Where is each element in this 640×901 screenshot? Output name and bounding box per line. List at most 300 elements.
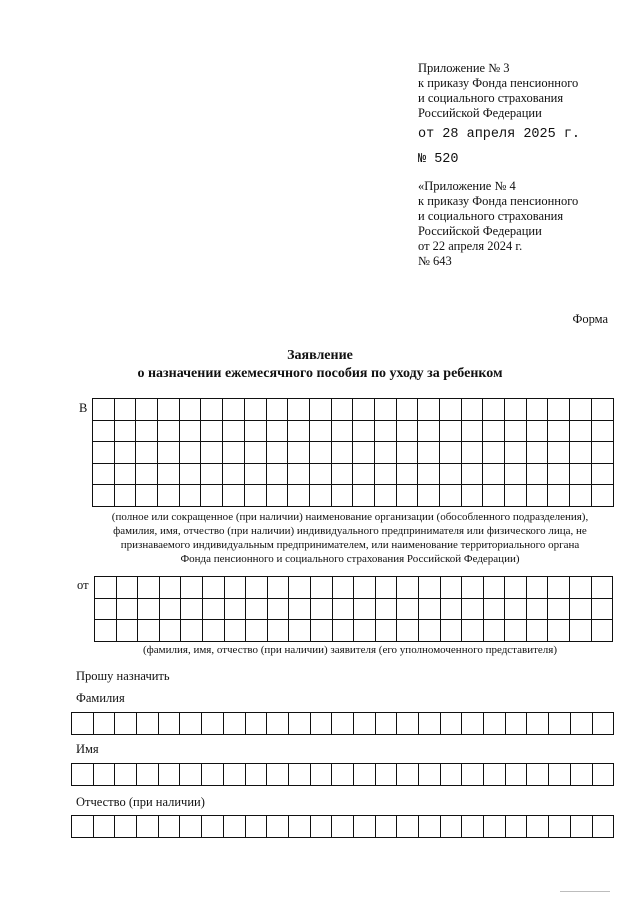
input-cell[interactable] <box>505 485 527 507</box>
input-cell[interactable] <box>376 764 398 786</box>
input-cell[interactable] <box>267 399 289 421</box>
input-cell[interactable] <box>505 599 527 621</box>
input-cell[interactable] <box>505 620 527 642</box>
applicant-grid[interactable] <box>94 576 613 642</box>
input-cell[interactable] <box>333 620 355 642</box>
input-cell[interactable] <box>289 599 311 621</box>
input-cell[interactable] <box>289 620 311 642</box>
input-cell[interactable] <box>137 764 159 786</box>
input-cell[interactable] <box>289 713 311 735</box>
recipient-caption <box>80 510 620 566</box>
input-cell[interactable] <box>288 464 310 486</box>
input-cell[interactable] <box>354 620 376 642</box>
input-cell[interactable] <box>397 620 419 642</box>
input-cell[interactable] <box>201 464 223 486</box>
input-cell[interactable] <box>117 577 139 599</box>
input-cell[interactable] <box>225 577 247 599</box>
input-cell[interactable] <box>224 713 246 735</box>
input-cell[interactable] <box>267 442 289 464</box>
input-cell[interactable] <box>462 577 484 599</box>
input-cell[interactable] <box>397 442 419 464</box>
input-cell[interactable] <box>267 713 289 735</box>
input-cell[interactable] <box>483 399 505 421</box>
input-cell[interactable] <box>419 764 441 786</box>
input-cell[interactable] <box>181 577 203 599</box>
input-cell[interactable] <box>484 764 506 786</box>
input-cell[interactable] <box>440 421 462 443</box>
input-cell[interactable] <box>95 599 117 621</box>
appendix-4-line-2: к приказу Фонда пенсионного <box>418 194 579 208</box>
input-cell[interactable] <box>93 485 115 507</box>
input-cell[interactable] <box>592 442 614 464</box>
input-cell[interactable] <box>158 421 180 443</box>
input-cell[interactable] <box>246 816 268 838</box>
appendix-4-line-5: от 22 апреля 2024 г. <box>418 239 523 253</box>
input-cell[interactable] <box>288 442 310 464</box>
input-cell[interactable] <box>136 421 158 443</box>
input-cell[interactable] <box>115 421 137 443</box>
input-cell[interactable] <box>159 764 181 786</box>
input-cell[interactable] <box>332 421 354 443</box>
input-cell[interactable] <box>375 485 397 507</box>
input-cell[interactable] <box>441 713 463 735</box>
input-cell[interactable] <box>136 442 158 464</box>
input-cell[interactable] <box>549 764 571 786</box>
patronymic-grid[interactable] <box>71 815 614 838</box>
input-cell[interactable] <box>419 713 441 735</box>
input-cell[interactable] <box>289 816 311 838</box>
input-cell[interactable] <box>136 464 158 486</box>
input-cell[interactable] <box>332 764 354 786</box>
input-cell[interactable] <box>180 485 202 507</box>
input-cell[interactable] <box>180 816 202 838</box>
input-cell[interactable] <box>181 620 203 642</box>
input-cell[interactable] <box>160 620 182 642</box>
input-cell[interactable] <box>527 599 549 621</box>
recipient-caption-line-2: фамилия, имя, отчество (при наличии) индивидуального предпринимателя или физического лица, не <box>113 525 587 537</box>
input-cell[interactable] <box>224 816 246 838</box>
input-cell[interactable] <box>267 485 289 507</box>
input-cell[interactable] <box>180 442 202 464</box>
input-cell[interactable] <box>462 421 484 443</box>
input-cell[interactable] <box>418 442 440 464</box>
input-cell[interactable] <box>94 764 116 786</box>
input-cell[interactable] <box>441 577 463 599</box>
input-cell[interactable] <box>440 485 462 507</box>
input-cell[interactable] <box>570 599 592 621</box>
input-cell[interactable] <box>202 713 224 735</box>
input-cell[interactable] <box>527 421 549 443</box>
input-cell[interactable] <box>527 620 549 642</box>
input-cell[interactable] <box>397 464 419 486</box>
input-cell[interactable] <box>483 485 505 507</box>
input-cell[interactable] <box>527 485 549 507</box>
input-cell[interactable] <box>245 399 267 421</box>
input-cell[interactable] <box>376 599 398 621</box>
input-cell[interactable] <box>160 577 182 599</box>
appendix-3-line-4: Российской Федерации <box>418 106 542 120</box>
input-cell[interactable] <box>93 442 115 464</box>
input-cell[interactable] <box>223 399 245 421</box>
input-cell[interactable] <box>419 816 441 838</box>
input-cell[interactable] <box>117 620 139 642</box>
input-cell[interactable] <box>245 442 267 464</box>
input-cell[interactable] <box>548 464 570 486</box>
input-cell[interactable] <box>484 620 506 642</box>
input-cell[interactable] <box>441 816 463 838</box>
request-text: Прошу назначить <box>76 669 170 683</box>
input-cell[interactable] <box>593 713 615 735</box>
input-cell[interactable] <box>246 620 268 642</box>
input-cell[interactable] <box>549 713 571 735</box>
input-cell[interactable] <box>267 764 289 786</box>
input-cell[interactable] <box>375 464 397 486</box>
input-cell[interactable] <box>419 577 441 599</box>
input-cell[interactable] <box>181 599 203 621</box>
input-cell[interactable] <box>180 713 202 735</box>
input-cell[interactable] <box>397 764 419 786</box>
input-cell[interactable] <box>246 599 268 621</box>
input-cell[interactable] <box>332 485 354 507</box>
input-cell[interactable] <box>484 599 506 621</box>
input-cell[interactable] <box>137 816 159 838</box>
input-cell[interactable] <box>160 599 182 621</box>
input-cell[interactable] <box>310 421 332 443</box>
input-cell[interactable] <box>483 421 505 443</box>
input-cell[interactable] <box>332 442 354 464</box>
input-cell[interactable] <box>72 816 94 838</box>
input-cell[interactable] <box>310 485 332 507</box>
input-cell[interactable] <box>397 485 419 507</box>
input-cell[interactable] <box>267 464 289 486</box>
input-cell[interactable] <box>311 764 333 786</box>
input-cell[interactable] <box>115 816 137 838</box>
input-cell[interactable] <box>94 713 116 735</box>
surname-grid[interactable] <box>71 712 614 735</box>
input-cell[interactable] <box>93 464 115 486</box>
input-cell[interactable] <box>311 713 333 735</box>
input-cell[interactable] <box>462 816 484 838</box>
input-cell[interactable] <box>375 399 397 421</box>
input-cell[interactable] <box>289 764 311 786</box>
input-cell[interactable] <box>418 399 440 421</box>
input-cell[interactable] <box>505 464 527 486</box>
input-cell[interactable] <box>138 577 160 599</box>
input-cell[interactable] <box>527 442 549 464</box>
surname-label: Фамилия <box>76 691 125 705</box>
input-cell[interactable] <box>571 713 593 735</box>
input-cell[interactable] <box>505 421 527 443</box>
input-cell[interactable] <box>570 421 592 443</box>
input-cell[interactable] <box>548 399 570 421</box>
scan-artifact-line <box>560 891 610 892</box>
input-cell[interactable] <box>225 599 247 621</box>
input-cell[interactable] <box>397 421 419 443</box>
input-cell[interactable] <box>201 485 223 507</box>
input-cell[interactable] <box>418 464 440 486</box>
input-cell[interactable] <box>527 764 549 786</box>
input-cell[interactable] <box>268 620 290 642</box>
input-cell[interactable] <box>353 421 375 443</box>
input-cell[interactable] <box>201 442 223 464</box>
input-cell[interactable] <box>570 485 592 507</box>
appendix-3-line-3: и социального страхования <box>418 91 564 105</box>
input-cell[interactable] <box>223 442 245 464</box>
input-cell[interactable] <box>136 485 158 507</box>
input-cell[interactable] <box>223 421 245 443</box>
input-cell[interactable] <box>592 599 614 621</box>
input-cell[interactable] <box>311 577 333 599</box>
input-cell[interactable] <box>462 620 484 642</box>
input-cell[interactable] <box>527 713 549 735</box>
input-cell[interactable] <box>267 816 289 838</box>
input-cell[interactable] <box>203 599 225 621</box>
input-cell[interactable] <box>462 399 484 421</box>
to-label: В <box>79 401 88 415</box>
input-cell[interactable] <box>592 485 614 507</box>
input-cell[interactable] <box>115 442 137 464</box>
order-number-stamp: № 520 <box>418 152 459 167</box>
input-cell[interactable] <box>310 442 332 464</box>
input-cell[interactable] <box>203 577 225 599</box>
input-cell[interactable] <box>505 442 527 464</box>
input-cell[interactable] <box>94 816 116 838</box>
input-cell[interactable] <box>483 464 505 486</box>
input-cell[interactable] <box>375 442 397 464</box>
input-cell[interactable] <box>310 464 332 486</box>
input-cell[interactable] <box>288 399 310 421</box>
input-cell[interactable] <box>418 485 440 507</box>
input-cell[interactable] <box>268 599 290 621</box>
input-cell[interactable] <box>441 764 463 786</box>
input-cell[interactable] <box>72 713 94 735</box>
input-cell[interactable] <box>311 620 333 642</box>
input-cell[interactable] <box>440 464 462 486</box>
input-cell[interactable] <box>505 399 527 421</box>
input-cell[interactable] <box>397 816 419 838</box>
input-cell[interactable] <box>311 599 333 621</box>
patronymic-label: Отчество (при наличии) <box>76 795 205 809</box>
input-cell[interactable] <box>440 442 462 464</box>
input-cell[interactable] <box>246 577 268 599</box>
input-cell[interactable] <box>484 713 506 735</box>
input-cell[interactable] <box>332 816 354 838</box>
input-cell[interactable] <box>333 599 355 621</box>
title-line-1: Заявление <box>287 348 353 363</box>
input-cell[interactable] <box>180 421 202 443</box>
recipient-grid[interactable] <box>92 398 614 507</box>
input-cell[interactable] <box>441 599 463 621</box>
input-cell[interactable] <box>246 713 268 735</box>
input-cell[interactable] <box>506 713 528 735</box>
order-date-stamp: от 28 апреля 2025 г. <box>418 127 581 142</box>
input-cell[interactable] <box>570 620 592 642</box>
input-cell[interactable] <box>115 713 137 735</box>
input-cell[interactable] <box>506 764 528 786</box>
input-cell[interactable] <box>115 485 137 507</box>
input-cell[interactable] <box>462 485 484 507</box>
input-cell[interactable] <box>158 399 180 421</box>
input-cell[interactable] <box>376 713 398 735</box>
input-cell[interactable] <box>548 620 570 642</box>
input-cell[interactable] <box>506 816 528 838</box>
input-cell[interactable] <box>592 577 614 599</box>
input-cell[interactable] <box>548 442 570 464</box>
input-cell[interactable] <box>224 764 246 786</box>
input-cell[interactable] <box>376 577 398 599</box>
input-cell[interactable] <box>592 464 614 486</box>
input-cell[interactable] <box>137 713 159 735</box>
input-cell[interactable] <box>376 620 398 642</box>
input-cell[interactable] <box>570 577 592 599</box>
input-cell[interactable] <box>353 464 375 486</box>
input-cell[interactable] <box>332 464 354 486</box>
input-cell[interactable] <box>267 421 289 443</box>
input-cell[interactable] <box>115 399 137 421</box>
input-cell[interactable] <box>592 620 614 642</box>
input-cell[interactable] <box>115 464 137 486</box>
applicant-caption: (фамилия, имя, отчество (при наличии) заявителя (его уполномоченного представителя) <box>143 644 557 656</box>
input-cell[interactable] <box>397 713 419 735</box>
input-cell[interactable] <box>527 464 549 486</box>
input-cell[interactable] <box>353 485 375 507</box>
input-cell[interactable] <box>462 464 484 486</box>
input-cell[interactable] <box>180 399 202 421</box>
input-cell[interactable] <box>268 577 290 599</box>
input-cell[interactable] <box>289 577 311 599</box>
input-cell[interactable] <box>527 399 549 421</box>
input-cell[interactable] <box>115 764 137 786</box>
name-grid[interactable] <box>71 763 614 786</box>
recipient-caption-line-3: признаваемого индивидуальным предпринимателем, или наименование территориального органа <box>120 539 580 551</box>
input-cell[interactable] <box>548 599 570 621</box>
input-cell[interactable] <box>570 464 592 486</box>
input-cell[interactable] <box>288 485 310 507</box>
input-cell[interactable] <box>527 577 549 599</box>
input-cell[interactable] <box>203 620 225 642</box>
input-cell[interactable] <box>354 816 376 838</box>
input-cell[interactable] <box>180 464 202 486</box>
input-cell[interactable] <box>246 764 268 786</box>
from-label: от <box>77 578 89 592</box>
input-cell[interactable] <box>223 464 245 486</box>
input-cell[interactable] <box>354 764 376 786</box>
appendix-4-line-1: «Приложение № 4 <box>418 179 516 193</box>
input-cell[interactable] <box>462 442 484 464</box>
input-cell[interactable] <box>593 764 615 786</box>
input-cell[interactable] <box>592 399 614 421</box>
input-cell[interactable] <box>441 620 463 642</box>
input-cell[interactable] <box>201 421 223 443</box>
input-cell[interactable] <box>419 620 441 642</box>
input-cell[interactable] <box>548 577 570 599</box>
name-label: Имя <box>76 742 99 756</box>
input-cell[interactable] <box>311 816 333 838</box>
input-cell[interactable] <box>593 816 615 838</box>
input-cell[interactable] <box>527 816 549 838</box>
document-title <box>0 347 640 383</box>
input-cell[interactable] <box>549 816 571 838</box>
input-cell[interactable] <box>484 816 506 838</box>
input-cell[interactable] <box>353 399 375 421</box>
input-cell[interactable] <box>95 577 117 599</box>
input-cell[interactable] <box>72 764 94 786</box>
appendix-3-line-2: к приказу Фонда пенсионного <box>418 76 579 90</box>
input-cell[interactable] <box>93 399 115 421</box>
input-cell[interactable] <box>440 399 462 421</box>
input-cell[interactable] <box>354 599 376 621</box>
appendix-4-line-6: № 643 <box>418 254 452 268</box>
input-cell[interactable] <box>245 485 267 507</box>
appendix-4-line-3: и социального страхования <box>418 209 564 223</box>
input-cell[interactable] <box>136 399 158 421</box>
input-cell[interactable] <box>202 816 224 838</box>
input-cell[interactable] <box>158 464 180 486</box>
input-cell[interactable] <box>225 620 247 642</box>
input-cell[interactable] <box>332 713 354 735</box>
input-cell[interactable] <box>354 713 376 735</box>
input-cell[interactable] <box>397 599 419 621</box>
input-cell[interactable] <box>375 421 397 443</box>
input-cell[interactable] <box>354 577 376 599</box>
input-cell[interactable] <box>548 421 570 443</box>
recipient-caption-line-4: Фонда пенсионного и социального страхования Российской Федерации) <box>180 553 520 565</box>
input-cell[interactable] <box>571 816 593 838</box>
input-cell[interactable] <box>484 577 506 599</box>
input-cell[interactable] <box>353 442 375 464</box>
input-cell[interactable] <box>505 577 527 599</box>
input-cell[interactable] <box>462 713 484 735</box>
input-cell[interactable] <box>419 599 441 621</box>
input-cell[interactable] <box>95 620 117 642</box>
input-cell[interactable] <box>201 399 223 421</box>
input-cell[interactable] <box>159 816 181 838</box>
input-cell[interactable] <box>159 713 181 735</box>
input-cell[interactable] <box>462 599 484 621</box>
input-cell[interactable] <box>310 399 332 421</box>
input-cell[interactable] <box>332 399 354 421</box>
input-cell[interactable] <box>180 764 202 786</box>
input-cell[interactable] <box>93 421 115 443</box>
input-cell[interactable] <box>548 485 570 507</box>
input-cell[interactable] <box>397 399 419 421</box>
appendix-4-line-4: Российской Федерации <box>418 224 542 238</box>
input-cell[interactable] <box>158 442 180 464</box>
input-cell[interactable] <box>202 764 224 786</box>
input-cell[interactable] <box>483 442 505 464</box>
input-cell[interactable] <box>117 599 139 621</box>
input-cell[interactable] <box>462 764 484 786</box>
appendix-4-block <box>418 179 633 269</box>
input-cell[interactable] <box>333 577 355 599</box>
input-cell[interactable] <box>570 442 592 464</box>
input-cell[interactable] <box>376 816 398 838</box>
input-cell[interactable] <box>571 764 593 786</box>
input-cell[interactable] <box>245 464 267 486</box>
input-cell[interactable] <box>245 421 267 443</box>
appendix-3-line-1: Приложение № 3 <box>418 61 510 75</box>
input-cell[interactable] <box>138 620 160 642</box>
input-cell[interactable] <box>223 485 245 507</box>
input-cell[interactable] <box>570 399 592 421</box>
input-cell[interactable] <box>592 421 614 443</box>
input-cell[interactable] <box>397 577 419 599</box>
input-cell[interactable] <box>418 421 440 443</box>
form-label: Форма <box>572 312 608 326</box>
input-cell[interactable] <box>158 485 180 507</box>
input-cell[interactable] <box>288 421 310 443</box>
input-cell[interactable] <box>138 599 160 621</box>
